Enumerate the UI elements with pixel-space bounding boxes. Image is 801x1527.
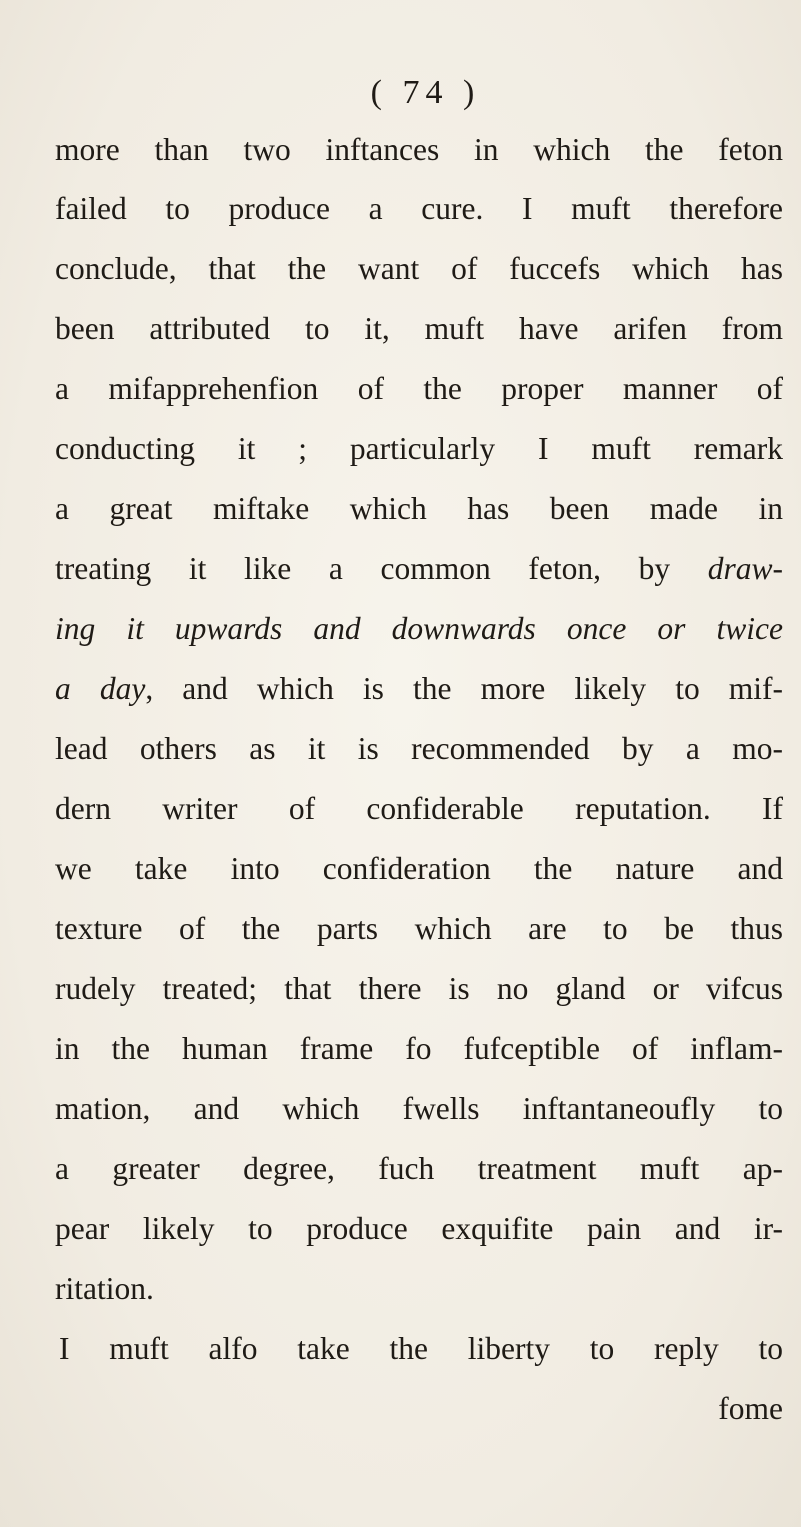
text-line [55,249,783,289]
line-text: a greater degree, fuch treatment muft ap- [55,1151,783,1186]
line-text: been attributed to it, muft have arifen from [55,311,783,346]
italic-text: draw- [707,551,783,586]
line-text: ritation. [55,1271,154,1306]
text-line [55,309,783,349]
text-line [55,789,783,829]
line-text: we take into confideration the nature and [55,851,783,886]
text-line [55,1089,783,1129]
text-line [55,1149,783,1189]
line-text: a mifapprehenfion of the proper manner of [55,371,783,406]
line-text: dern writer of confiderable reputation. If [55,791,783,826]
text-line [55,429,783,469]
line-text: in the human frame fo fufceptible of inflam- [55,1031,783,1066]
line-text: treating it like a common feton, by [55,551,708,586]
line-text: conclude, that the want of fuccefs which has [55,251,783,286]
text-line [55,669,783,709]
line-text: more than two inftances in which the feton [55,132,783,167]
text-line [55,969,783,1009]
italic-text: ing it upwards and downwards once or twice [55,611,783,646]
text-line [55,189,783,229]
line-text: rudely treated; that there is no gland or vifcus [55,971,783,1006]
text-line [55,909,783,949]
line-text: texture of the parts which are to be thus [55,911,783,946]
line-text: mation, and which fwells inftantaneoufly to [55,1091,783,1126]
catchword [55,1389,783,1429]
text-line [55,369,783,409]
text-line [55,1029,783,1069]
text-line [55,729,783,769]
line-text: , and which is the more likely to mif- [145,671,784,706]
text-line [59,1329,783,1369]
text-line [55,609,783,649]
text-line [55,489,783,529]
line-text: failed to produce a cure. I muft therefore [55,191,783,226]
line-text: I muft alfo take the liberty to reply to [59,1331,783,1366]
text-line [55,1209,783,1249]
page-number: ( 74 ) [370,74,481,111]
line-text: conducting it ; particularly I muft remark [55,431,783,466]
text-line [55,849,783,889]
text-line [55,549,783,589]
italic-text: a day [55,671,146,706]
text-line [55,130,783,170]
line-text: a great miftake which has been made in [55,491,783,526]
line-text: pear likely to produce exquifite pain and ir- [55,1211,783,1246]
text-line [55,1269,783,1309]
catchword-text: fome [718,1391,783,1426]
line-text: lead others as it is recommended by a mo- [55,731,783,766]
